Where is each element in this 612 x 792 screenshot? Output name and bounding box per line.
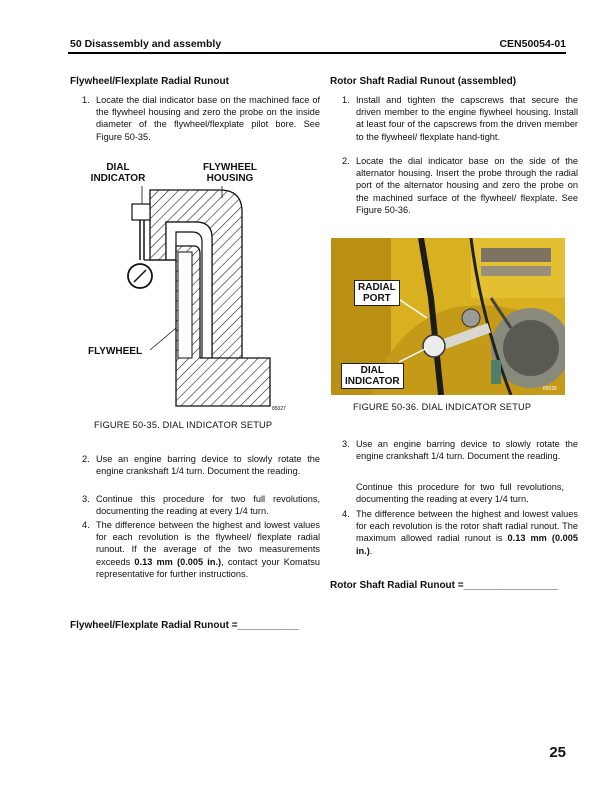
left-step-4-value: 0.13 mm (0.005 in.) [134,556,222,567]
figure-50-36-caption: FIGURE 50-36. DIAL INDICATOR SETUP [353,402,532,412]
left-step-3-text: Continue this procedure for two full revolutions, documenting the reading at every 1/4 turn. [96,494,320,517]
figure-50-36-photo [331,238,565,395]
right-step-3-note: Continue this procedure for two full revolutions, documenting the reading at every 1/4 turn. [356,482,564,505]
indicator-base [132,204,150,220]
right-step-1 [342,94,578,143]
left-step-3 [82,493,320,517]
figure-code: 85027 [272,406,286,412]
right-result-line: Rotor Shaft Radial Runout =_________________ [330,580,559,591]
left-step-2 [82,453,320,477]
right-section-title: Rotor Shaft Radial Runout (assembled) [330,76,517,87]
figure-50-35 [70,150,310,420]
left-step-2-number: 2. [82,454,90,464]
header-rule [68,52,566,54]
label-flywheel: FLYWHEEL [88,346,143,357]
right-step-2 [342,155,578,216]
right-step-1-text: Install and tighten the capscrews that secure the driven member to the engine flywheel housing. Install at least four of the capscrews from the driven member to the flywheel/ flexplate hand-tight. [356,95,578,142]
header-section-title: 50 Disassembly and assembly [70,38,222,50]
right-step-3-number: 3. [342,439,350,449]
right-step-2-number: 2. [342,156,350,166]
photo-code: 85026 [543,386,557,392]
label-flywheel-housing: FLYWHEEL HOUSING [202,162,258,184]
dial-indicator-icon [423,335,445,357]
left-step-3-number: 3. [82,494,90,504]
left-step-2-text: Use an engine barring device to slowly rotate the engine crankshaft 1/4 turn. Document the reading. [96,454,320,477]
label-dial-indicator-photo: DIAL INDICATOR [341,363,404,389]
right-step-4-text-a: The difference between the highest and lowest values for each revolution is the rotor shaft radial runout. The maximum allowed radial runout is [356,509,578,544]
left-result-line: Flywheel/Flexplate Radial Runout =___________ [70,620,299,631]
right-step-3-text: Use an engine barring device to slowly rotate the engine crankshaft 1/4 turn. Document the reading. [356,439,578,462]
left-section-title: Flywheel/Flexplate Radial Runout [70,76,229,87]
right-step-4-text-b: . [369,545,373,556]
right-step-2-text: Locate the dial indicator base on the side of the alternator housing. Insert the probe through the radial port of the alternator housing and zero the probe on the machined surface of the flywheel/ flexplate. See Figure 50-36. [356,156,578,215]
flywheel-diagram [70,150,310,420]
left-step-1 [82,94,320,143]
right-step-4 [342,508,578,557]
flywheel-hub [178,252,192,358]
leader-flywheel [150,328,176,350]
left-step-4-text-a: The difference between the highest and lowest values for each revolution is the flywheel/ flexplate radial runout. If the average of the two measurements exceeds [96,520,320,567]
left-step-4 [82,519,320,580]
left-step-1-text: Locate the dial indicator base on the machined face of the flywheel housing and zero the probe on the inside diameter of the flywheel/flexplate pilot bore. See Figure 50-35. [96,95,320,142]
right-step-4-value: 0.13 mm (0.005 in.) [356,533,578,556]
header-doc-number: CEN50054-01 [499,38,566,50]
left-step-4-text-b: , contact your Komatsu representative for further instructions. [96,556,320,579]
right-step-3 [342,438,578,462]
label-radial-port: RADIAL PORT [354,280,400,306]
right-step-1-number: 1. [342,95,350,105]
right-step-4-number: 4. [342,509,350,519]
label-dial-indicator: DIAL INDICATOR [90,162,146,184]
left-step-1-number: 1. [82,95,90,105]
page-number: 25 [549,744,566,761]
left-step-4-number: 4. [82,520,90,530]
figure-50-35-caption: FIGURE 50-35. DIAL INDICATOR SETUP [94,420,273,430]
